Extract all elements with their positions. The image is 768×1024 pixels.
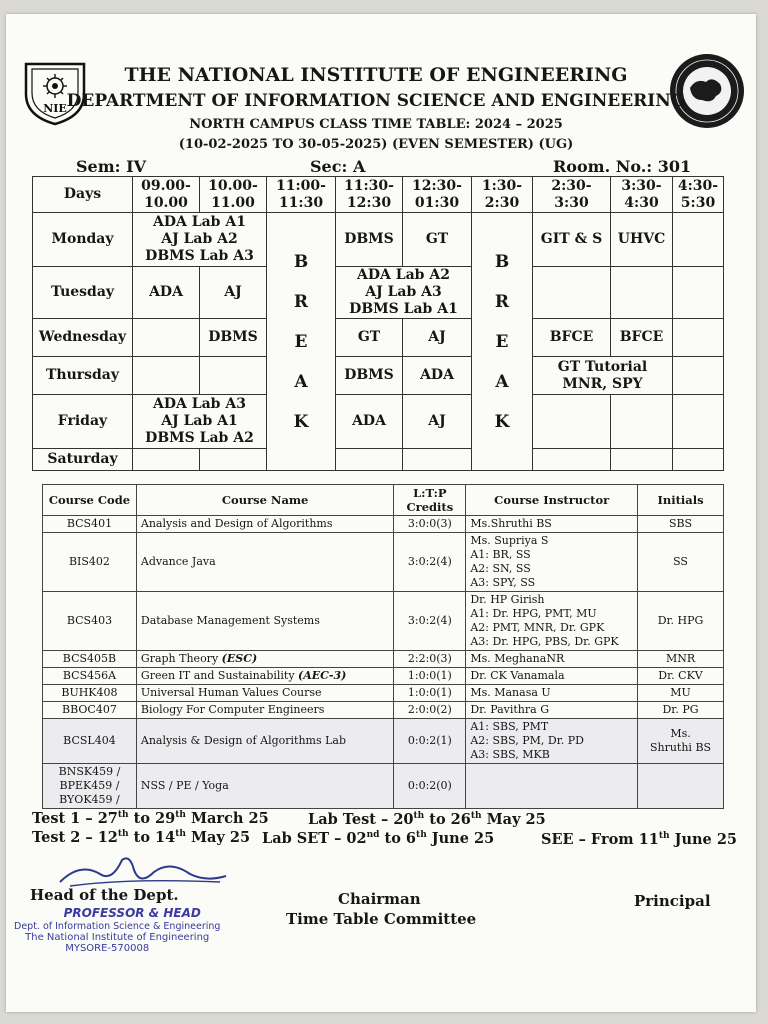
- course-name-text: Green IT and Sustainability: [140, 669, 295, 682]
- course-initials: Dr. HPG: [638, 592, 724, 651]
- course-name: Analysis and Design of Algorithms: [136, 516, 393, 533]
- table-row: [43, 651, 724, 668]
- course-category: (AEC-3): [298, 669, 347, 682]
- course-instructor: Ms.Shruthi BS: [466, 516, 638, 533]
- day-label: Saturday: [33, 449, 133, 471]
- room-label: Room. No.: 301: [553, 157, 692, 176]
- days-header: Days: [33, 177, 133, 213]
- course-code: BCS401: [43, 516, 137, 533]
- test-2-schedule: [32, 829, 250, 846]
- class-cell: DBMS: [336, 213, 403, 267]
- course-code: BCS405B: [43, 651, 137, 668]
- table-row: [43, 702, 724, 719]
- time-slot-header: 1:30- 2:30: [472, 177, 533, 213]
- break-letter: B: [494, 251, 510, 272]
- course-name-text: Graph Theory: [140, 652, 219, 665]
- ordinal-suffix: th: [175, 810, 186, 821]
- test-text: Lab Test – 20: [308, 811, 414, 828]
- course-name: NSS / PE / Yoga: [136, 764, 393, 809]
- class-cell: AJ: [200, 267, 267, 319]
- empty-cell: [673, 395, 724, 449]
- stamp-institute: The National Institute of Engineering: [25, 932, 210, 943]
- class-cell: DBMS: [336, 357, 403, 395]
- saturday-row: [33, 449, 724, 471]
- class-cell: ADA: [133, 267, 200, 319]
- course-credits: 3:0:0(3): [394, 516, 466, 533]
- break-letter: E: [495, 331, 509, 352]
- class-cell: BFCE: [611, 319, 673, 357]
- monday-lab-cell: ADA Lab A1 AJ Lab A2 DBMS Lab A3: [133, 213, 267, 267]
- table-row: [43, 719, 724, 764]
- table-row: [43, 685, 724, 702]
- course-initials: Dr. PG: [638, 702, 724, 719]
- lab-set-schedule: [262, 830, 494, 847]
- lunch-break-column: [472, 213, 533, 471]
- break-letter: K: [494, 411, 510, 432]
- friday-lab-cell: ADA Lab A3 AJ Lab A1 DBMS Lab A2: [133, 395, 267, 449]
- course-instructor: [466, 764, 638, 809]
- course-header-row: [43, 485, 724, 516]
- class-cell: AJ: [403, 395, 472, 449]
- ordinal-suffix: th: [175, 829, 186, 840]
- test-text: March 25: [185, 810, 269, 827]
- day-label: Monday: [33, 213, 133, 267]
- empty-cell: [611, 449, 673, 471]
- ordinal-suffix: th: [117, 810, 129, 821]
- course-credits: 3:0:2(4): [394, 592, 466, 651]
- course-credits: 2:2:0(3): [394, 651, 466, 668]
- class-cell: DBMS: [200, 319, 267, 357]
- class-cell: ADA: [336, 395, 403, 449]
- class-cell: GT: [403, 213, 472, 267]
- test-text: to 6: [379, 830, 417, 847]
- test-text: Test 1 – 27: [32, 810, 118, 827]
- course-name: Database Management Systems: [136, 592, 393, 651]
- wednesday-row: [33, 319, 724, 357]
- day-label: Thursday: [33, 357, 133, 395]
- thursday-row: [33, 357, 724, 395]
- table-row: [43, 764, 724, 809]
- test-text: to 29: [128, 810, 176, 827]
- column-header: Course Instructor: [466, 485, 638, 516]
- time-slot-header: 09.00- 10.00: [133, 177, 200, 213]
- course-initials: Dr. CKV: [638, 668, 724, 685]
- ordinal-suffix: th: [470, 811, 482, 822]
- test-text: to 14: [128, 829, 176, 846]
- class-cell: BFCE: [533, 319, 611, 357]
- course-initials: MU: [638, 685, 724, 702]
- class-timetable: [32, 176, 724, 471]
- test-text: May 25: [185, 829, 251, 846]
- course-table: [42, 484, 724, 809]
- day-label: Wednesday: [33, 319, 133, 357]
- test-text: to 26: [424, 811, 471, 828]
- course-instructor: Dr. HP Girish A1: Dr. HPG, PMT, MU A2: PMT, MNR, Dr. GPK A3: Dr. HPG, PBS, Dr. GPK: [466, 592, 638, 651]
- course-credits: 2:0:0(2): [394, 702, 466, 719]
- course-initials: SS: [638, 533, 724, 592]
- course-credits: 3:0:2(4): [394, 533, 466, 592]
- empty-cell: [133, 319, 200, 357]
- break-letter: A: [495, 371, 509, 392]
- course-name: Universal Human Values Course: [136, 685, 393, 702]
- time-slot-header: 3:30- 4:30: [611, 177, 673, 213]
- test-text: SEE – From 11: [541, 831, 659, 848]
- semester-label: Sem: IV: [76, 157, 147, 176]
- lab-test-schedule: [308, 811, 546, 828]
- break-letter: A: [294, 371, 308, 392]
- column-header: Initials: [638, 485, 724, 516]
- course-instructor: Ms. Supriya S A1: BR, SS A2: SN, SS A3: SPY, SS: [466, 533, 638, 592]
- course-instructor: Dr. Pavithra G: [466, 702, 638, 719]
- test-text: June 25: [669, 831, 737, 848]
- committee-label: Time Table Committee: [286, 910, 477, 928]
- time-slot-header: 10.00- 11.00: [200, 177, 267, 213]
- course-name: [136, 668, 393, 685]
- empty-cell: [200, 449, 267, 471]
- course-instructor: Ms. Manasa U: [466, 685, 638, 702]
- class-cell: AJ: [403, 319, 472, 357]
- course-code: BCS403: [43, 592, 137, 651]
- ordinal-suffix: th: [416, 830, 427, 841]
- table-row: [43, 533, 724, 592]
- course-code: BCS456A: [43, 668, 137, 685]
- time-slot-header: 2:30- 3:30: [533, 177, 611, 213]
- morning-break-column: [267, 213, 336, 471]
- empty-cell: [133, 357, 200, 395]
- empty-cell: [533, 395, 611, 449]
- break-letter: R: [293, 291, 309, 312]
- class-cell: ADA: [403, 357, 472, 395]
- tuesday-row: [33, 267, 724, 319]
- svg-text:NIE: NIE: [43, 102, 67, 115]
- course-credits: 0:0:2(1): [394, 719, 466, 764]
- test-text: Lab SET – 02: [262, 830, 367, 847]
- hod-signature-label: Head of the Dept.: [30, 886, 179, 904]
- time-slot-header: 11:00- 11:30: [267, 177, 336, 213]
- empty-cell: [673, 357, 724, 395]
- course-code: BIS402: [43, 533, 137, 592]
- stamp-city: MYSORE-570008: [65, 943, 150, 954]
- time-slot-header: 11:30- 12:30: [336, 177, 403, 213]
- course-name: Analysis & Design of Algorithms Lab: [136, 719, 393, 764]
- see-schedule: [541, 831, 737, 848]
- course-initials: SBS: [638, 516, 724, 533]
- empty-cell: [533, 449, 611, 471]
- stamp-title: PROFESSOR & HEAD: [63, 906, 201, 920]
- column-header: Course Code: [43, 485, 137, 516]
- ordinal-suffix: th: [117, 829, 129, 840]
- empty-cell: [673, 449, 724, 471]
- day-label: Friday: [33, 395, 133, 449]
- course-instructor: Ms. MeghanaNR: [466, 651, 638, 668]
- empty-cell: [673, 319, 724, 357]
- course-credits: 1:0:0(1): [394, 668, 466, 685]
- test-text: Test 2 – 12: [32, 829, 118, 846]
- ordinal-suffix: th: [413, 811, 425, 822]
- course-code: BBOC407: [43, 702, 137, 719]
- stamp-department: Dept. of Information Science & Engineering: [14, 921, 221, 932]
- table-row: [43, 592, 724, 651]
- course-category: (ESC): [221, 652, 258, 665]
- timetable-subtitle: NORTH CAMPUS CLASS TIME TABLE: 2024 – 2025: [189, 117, 563, 132]
- time-slot-header: 12:30- 01:30: [403, 177, 472, 213]
- break-letter: E: [294, 331, 308, 352]
- chairman-label: Chairman: [338, 890, 421, 908]
- ordinal-suffix: th: [658, 831, 670, 842]
- course-code: BCSL404: [43, 719, 137, 764]
- course-initials: MNR: [638, 651, 724, 668]
- empty-cell: [200, 357, 267, 395]
- time-slot-header: 4:30- 5:30: [673, 177, 724, 213]
- empty-cell: [336, 449, 403, 471]
- break-letter: K: [293, 411, 309, 432]
- break-letter: R: [494, 291, 510, 312]
- test-text: June 25: [426, 830, 495, 847]
- tutorial-cell: GT Tutorial MNR, SPY: [533, 357, 673, 395]
- course-name: Biology For Computer Engineers: [136, 702, 393, 719]
- empty-cell: [673, 267, 724, 319]
- monday-row: [33, 213, 724, 267]
- column-header: Course Name: [136, 485, 393, 516]
- department-name: DEPARTMENT OF INFORMATION SCIENCE AND ENGINEERING: [66, 91, 686, 111]
- course-name: Advance Java: [136, 533, 393, 592]
- institute-name: THE NATIONAL INSTITUTE OF ENGINEERING: [124, 64, 628, 86]
- course-code: BUHK408: [43, 685, 137, 702]
- department-stamp: [14, 906, 220, 954]
- class-cell: UHVC: [611, 213, 673, 267]
- empty-cell: [611, 267, 673, 319]
- friday-row: [33, 395, 724, 449]
- break-letter: B: [293, 251, 309, 272]
- day-label: Tuesday: [33, 267, 133, 319]
- principal-label: Principal: [634, 892, 711, 910]
- empty-cell: [403, 449, 472, 471]
- course-initials: Ms. Shruthi BS: [638, 719, 724, 764]
- course-instructor: Dr. CK Vanamala: [466, 668, 638, 685]
- semester-period: (10-02-2025 TO 30-05-2025) (EVEN SEMESTER) (UG): [178, 137, 574, 152]
- course-code: BNSK459 / BPEK459 / BYOK459 /: [43, 764, 137, 809]
- table-row: [43, 668, 724, 685]
- class-cell: GT: [336, 319, 403, 357]
- test-1-schedule: [32, 810, 269, 827]
- ordinal-suffix: nd: [366, 830, 380, 841]
- empty-cell: [611, 395, 673, 449]
- table-row: [43, 516, 724, 533]
- section-label: Sec: A: [310, 157, 366, 176]
- course-credits: 1:0:0(1): [394, 685, 466, 702]
- class-cell: GIT & S: [533, 213, 611, 267]
- course-initials: [638, 764, 724, 809]
- column-header: L:T:P Credits: [394, 485, 466, 516]
- time-header-row: [33, 177, 724, 213]
- empty-cell: [673, 213, 724, 267]
- empty-cell: [533, 267, 611, 319]
- course-credits: 0:0:2(0): [394, 764, 466, 809]
- course-name: [136, 651, 393, 668]
- empty-cell: [133, 449, 200, 471]
- test-text: May 25: [481, 811, 546, 828]
- tuesday-lab-cell: ADA Lab A2 AJ Lab A3 DBMS Lab A1: [336, 267, 472, 319]
- course-instructor: A1: SBS, PMT A2: SBS, PM, Dr. PD A3: SBS, MKB: [466, 719, 638, 764]
